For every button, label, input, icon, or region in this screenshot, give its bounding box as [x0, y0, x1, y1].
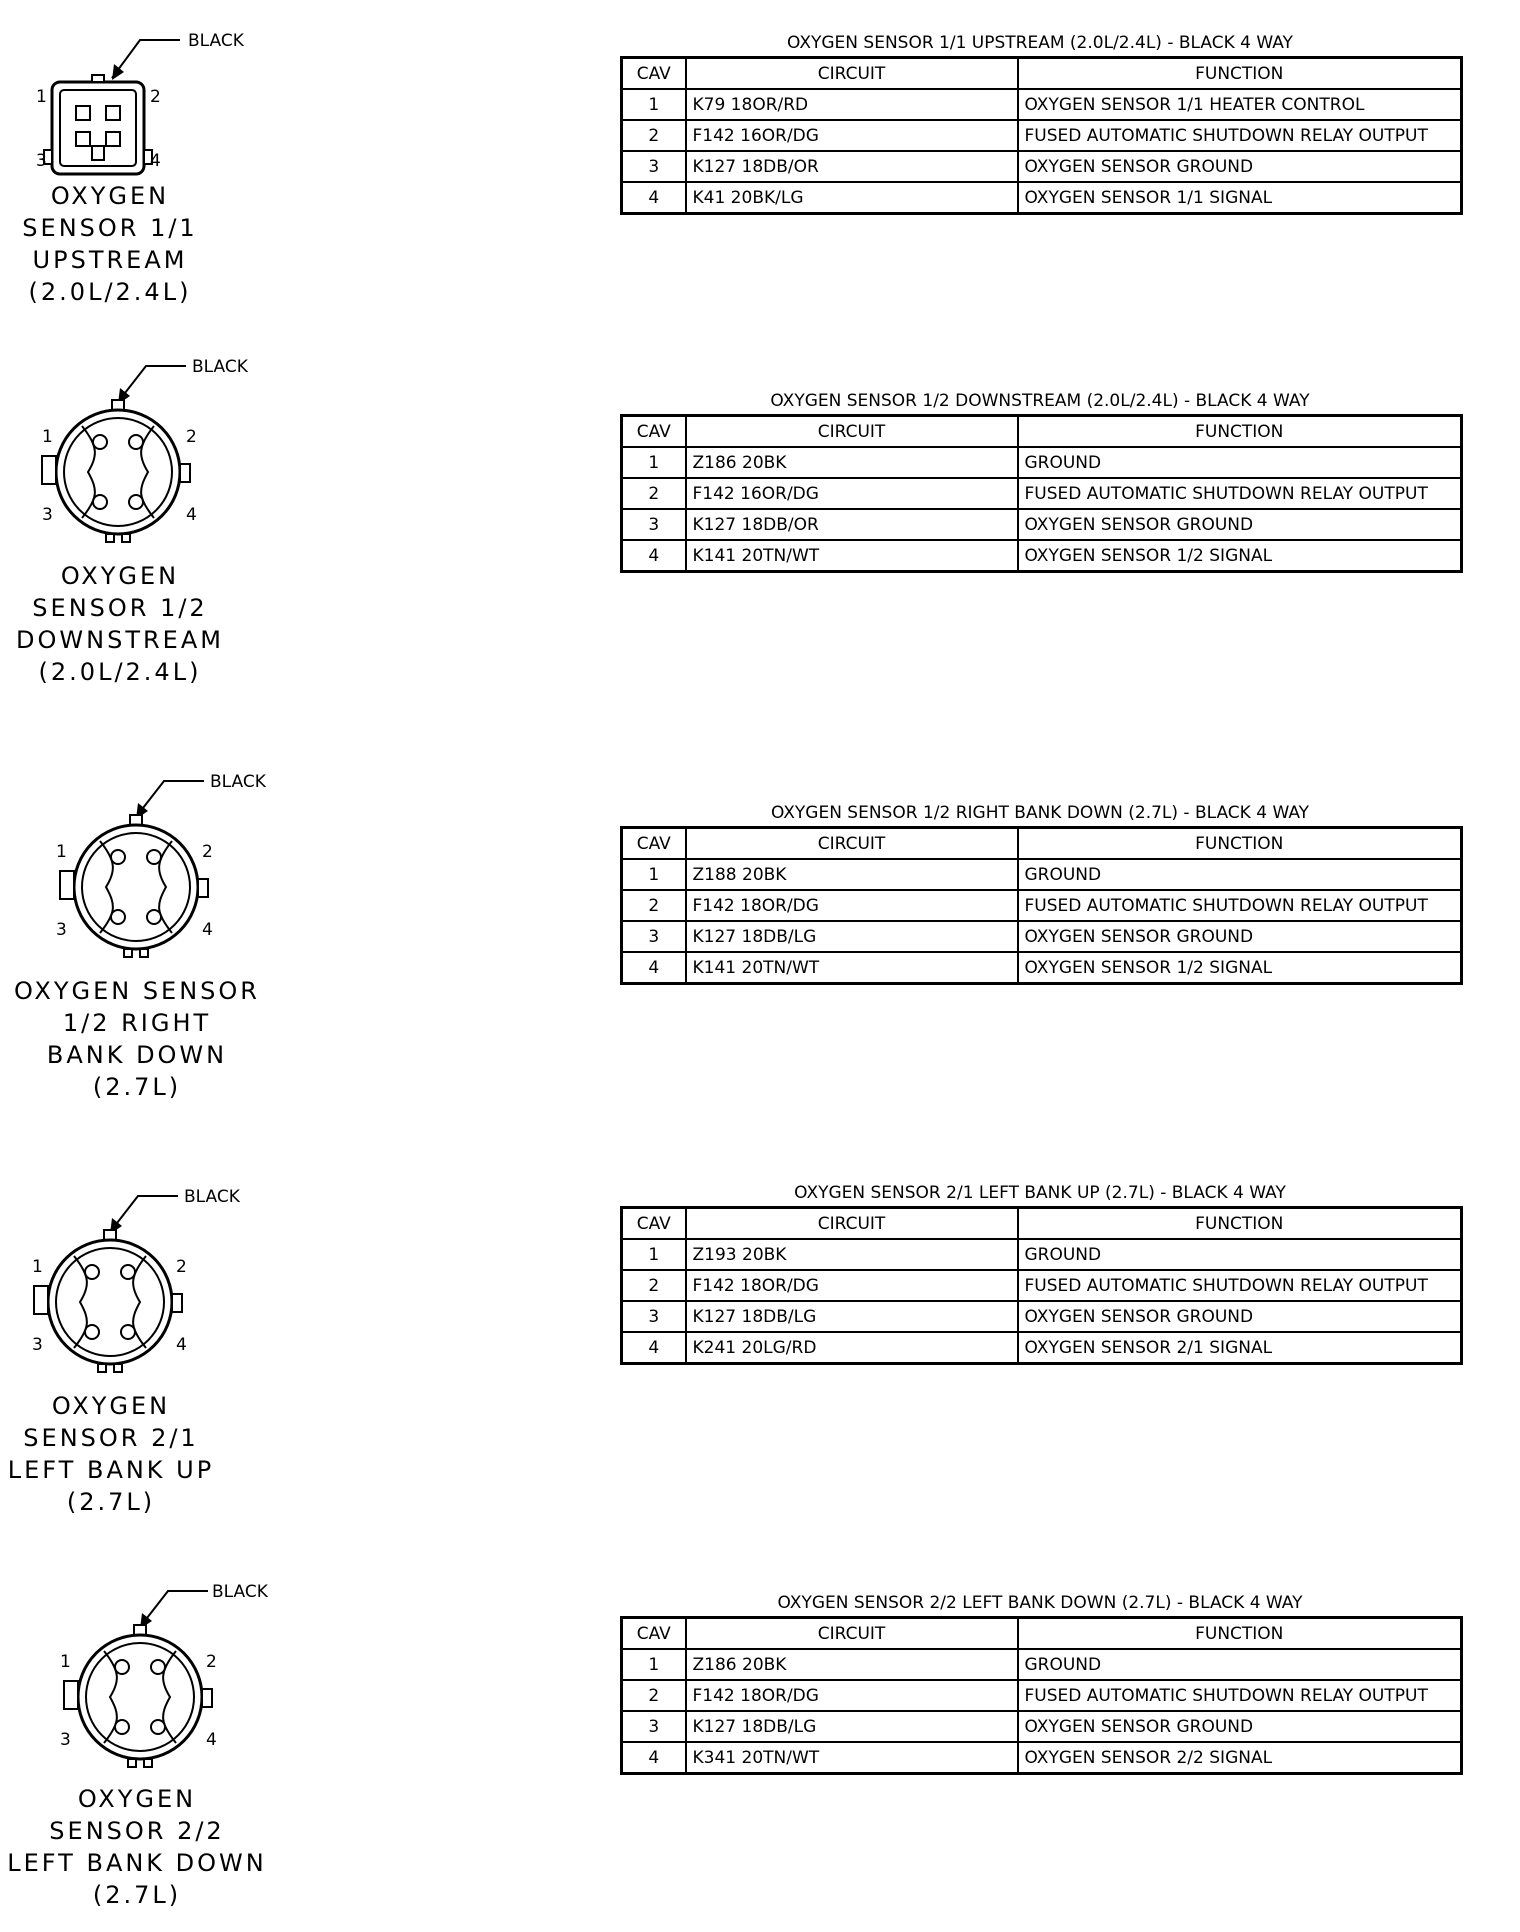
pinout-table: [620, 414, 1463, 573]
header-cav: CAV: [622, 416, 686, 448]
round-connector-diagram: [0, 350, 300, 560]
pin-number: 4: [202, 920, 213, 940]
pinout-table-oxygen-sensor-2-2: [620, 1590, 1460, 1775]
pinout-table-oxygen-sensor-1-2-right-bank: [620, 800, 1460, 985]
header-cav: CAV: [622, 1618, 686, 1650]
table-header-row: [622, 1208, 1462, 1240]
table-row: 4 K141 20TN/WT OXYGEN SENSOR 1/2 SIGNAL: [622, 540, 1462, 572]
header-circuit: CIRCUIT: [686, 1618, 1018, 1650]
header-function: FUNCTION: [1018, 1208, 1462, 1240]
pin-number: 1: [42, 427, 53, 447]
wire-color-tag: BLACK: [212, 1582, 268, 1602]
table-row: 2 F142 16OR/DG FUSED AUTOMATIC SHUTDOWN RELAY OUTPUT: [622, 120, 1462, 151]
table-row: 3 K127 18DB/LG OXYGEN SENSOR GROUND: [622, 921, 1462, 952]
pin-number: 4: [206, 1730, 217, 1750]
pin-number: 1: [36, 87, 47, 107]
square-connector-diagram: [0, 20, 300, 200]
pin-number: 3: [42, 505, 53, 525]
header-cav: CAV: [622, 58, 686, 90]
table-row: 1 K79 18OR/RD OXYGEN SENSOR 1/1 HEATER CONTROL: [622, 89, 1462, 120]
header-function: FUNCTION: [1018, 58, 1462, 90]
table-title: OXYGEN SENSOR 1/2 RIGHT BANK DOWN (2.7L) - BLACK 4 WAY: [770, 803, 1310, 823]
pin-number: 3: [60, 1730, 71, 1750]
table-title: OXYGEN SENSOR 2/2 LEFT BANK DOWN (2.7L) - BLACK 4 WAY: [777, 1593, 1303, 1613]
connector-label: OXYGEN SENSOR 1/2 DOWNSTREAM (2.0L/2.4L): [16, 562, 224, 686]
header-cav: CAV: [622, 828, 686, 860]
table-row: 1 Z186 20BK GROUND: [622, 447, 1462, 478]
pin-number: 4: [176, 1335, 187, 1355]
wire-color-tag: BLACK: [184, 1187, 240, 1207]
table-row: 2 F142 18OR/DG FUSED AUTOMATIC SHUTDOWN RELAY OUTPUT: [622, 890, 1462, 921]
wire-color-tag: BLACK: [192, 357, 248, 377]
table-row: 2 F142 18OR/DG FUSED AUTOMATIC SHUTDOWN RELAY OUTPUT: [622, 1270, 1462, 1301]
table-row: 2 F142 18OR/DG FUSED AUTOMATIC SHUTDOWN RELAY OUTPUT: [622, 1680, 1462, 1711]
table-row: 3 K127 18DB/OR OXYGEN SENSOR GROUND: [622, 509, 1462, 540]
table-title: OXYGEN SENSOR 1/1 UPSTREAM (2.0L/2.4L) - BLACK 4 WAY: [787, 33, 1293, 53]
pin-number: 4: [150, 151, 161, 171]
connector-label: OXYGEN SENSOR 1/2 RIGHT BANK DOWN (2.7L): [14, 977, 260, 1101]
table-row: 1 Z193 20BK GROUND: [622, 1239, 1462, 1270]
header-cav: CAV: [622, 1208, 686, 1240]
round-connector-diagram: [0, 765, 300, 975]
pin-number: 1: [32, 1257, 43, 1277]
wire-color-tag: BLACK: [210, 772, 266, 792]
table-row: 1 Z188 20BK GROUND: [622, 859, 1462, 890]
connector-oxygen-sensor-1-1: [0, 20, 300, 306]
pin-number: 2: [206, 1652, 217, 1672]
header-circuit: CIRCUIT: [686, 1208, 1018, 1240]
table-header-row: [622, 828, 1462, 860]
pinout-table: [620, 56, 1463, 215]
pin-number: 3: [56, 920, 67, 940]
table-row: 3 K127 18DB/LG OXYGEN SENSOR GROUND: [622, 1301, 1462, 1332]
header-function: FUNCTION: [1018, 416, 1462, 448]
table-row: 4 K41 20BK/LG OXYGEN SENSOR 1/1 SIGNAL: [622, 182, 1462, 214]
table-row: 1 Z186 20BK GROUND: [622, 1649, 1462, 1680]
header-circuit: CIRCUIT: [686, 58, 1018, 90]
pin-number: 1: [60, 1652, 71, 1672]
pin-number: 3: [36, 151, 47, 171]
pinout-table-oxygen-sensor-2-1: [620, 1180, 1460, 1365]
table-title: OXYGEN SENSOR 2/1 LEFT BANK UP (2.7L) - BLACK 4 WAY: [794, 1183, 1286, 1203]
table-row: 3 K127 18DB/LG OXYGEN SENSOR GROUND: [622, 1711, 1462, 1742]
pin-number: 1: [56, 842, 67, 862]
table-header-row: [622, 58, 1462, 90]
table-row: 2 F142 16OR/DG FUSED AUTOMATIC SHUTDOWN RELAY OUTPUT: [622, 478, 1462, 509]
table-row: 3 K127 18DB/OR OXYGEN SENSOR GROUND: [622, 151, 1462, 182]
connector-oxygen-sensor-2-2-left-bank-down: [0, 1575, 300, 1909]
header-function: FUNCTION: [1018, 1618, 1462, 1650]
pinout-table-oxygen-sensor-1-1: [620, 30, 1460, 215]
pin-number: 2: [150, 87, 161, 107]
table-header-row: [622, 416, 1462, 448]
header-function: FUNCTION: [1018, 828, 1462, 860]
connector-label: OXYGEN SENSOR 2/1 LEFT BANK UP (2.7L): [7, 1392, 215, 1516]
connector-oxygen-sensor-1-2: [0, 350, 300, 686]
pin-number: 4: [186, 505, 197, 525]
connector-label: OXYGEN SENSOR 2/2 LEFT BANK DOWN (2.7L): [7, 1785, 267, 1909]
pin-number: 2: [186, 427, 197, 447]
round-connector-diagram: [0, 1180, 300, 1390]
wire-color-tag: BLACK: [188, 31, 244, 51]
pinout-table-oxygen-sensor-1-2: [620, 388, 1460, 573]
connector-oxygen-sensor-2-1-left-bank-up: [0, 1180, 300, 1516]
table-header-row: [622, 1618, 1462, 1650]
pinout-table: [620, 1616, 1463, 1775]
table-row: 4 K141 20TN/WT OXYGEN SENSOR 1/2 SIGNAL: [622, 952, 1462, 984]
pinout-table: [620, 1206, 1463, 1365]
pinout-table: [620, 826, 1463, 985]
table-row: 4 K341 20TN/WT OXYGEN SENSOR 2/2 SIGNAL: [622, 1742, 1462, 1774]
header-circuit: CIRCUIT: [686, 828, 1018, 860]
connector-oxygen-sensor-1-2-right-bank: [0, 765, 300, 1101]
header-circuit: CIRCUIT: [686, 416, 1018, 448]
table-title: OXYGEN SENSOR 1/2 DOWNSTREAM (2.0L/2.4L) - BLACK 4 WAY: [770, 391, 1310, 411]
pin-number: 3: [32, 1335, 43, 1355]
table-row: 4 K241 20LG/RD OXYGEN SENSOR 2/1 SIGNAL: [622, 1332, 1462, 1364]
pin-number: 2: [202, 842, 213, 862]
connector-label: OXYGEN SENSOR 1/1 UPSTREAM (2.0L/2.4L): [22, 182, 198, 306]
pin-number: 2: [176, 1257, 187, 1277]
round-connector-diagram: [0, 1575, 300, 1785]
